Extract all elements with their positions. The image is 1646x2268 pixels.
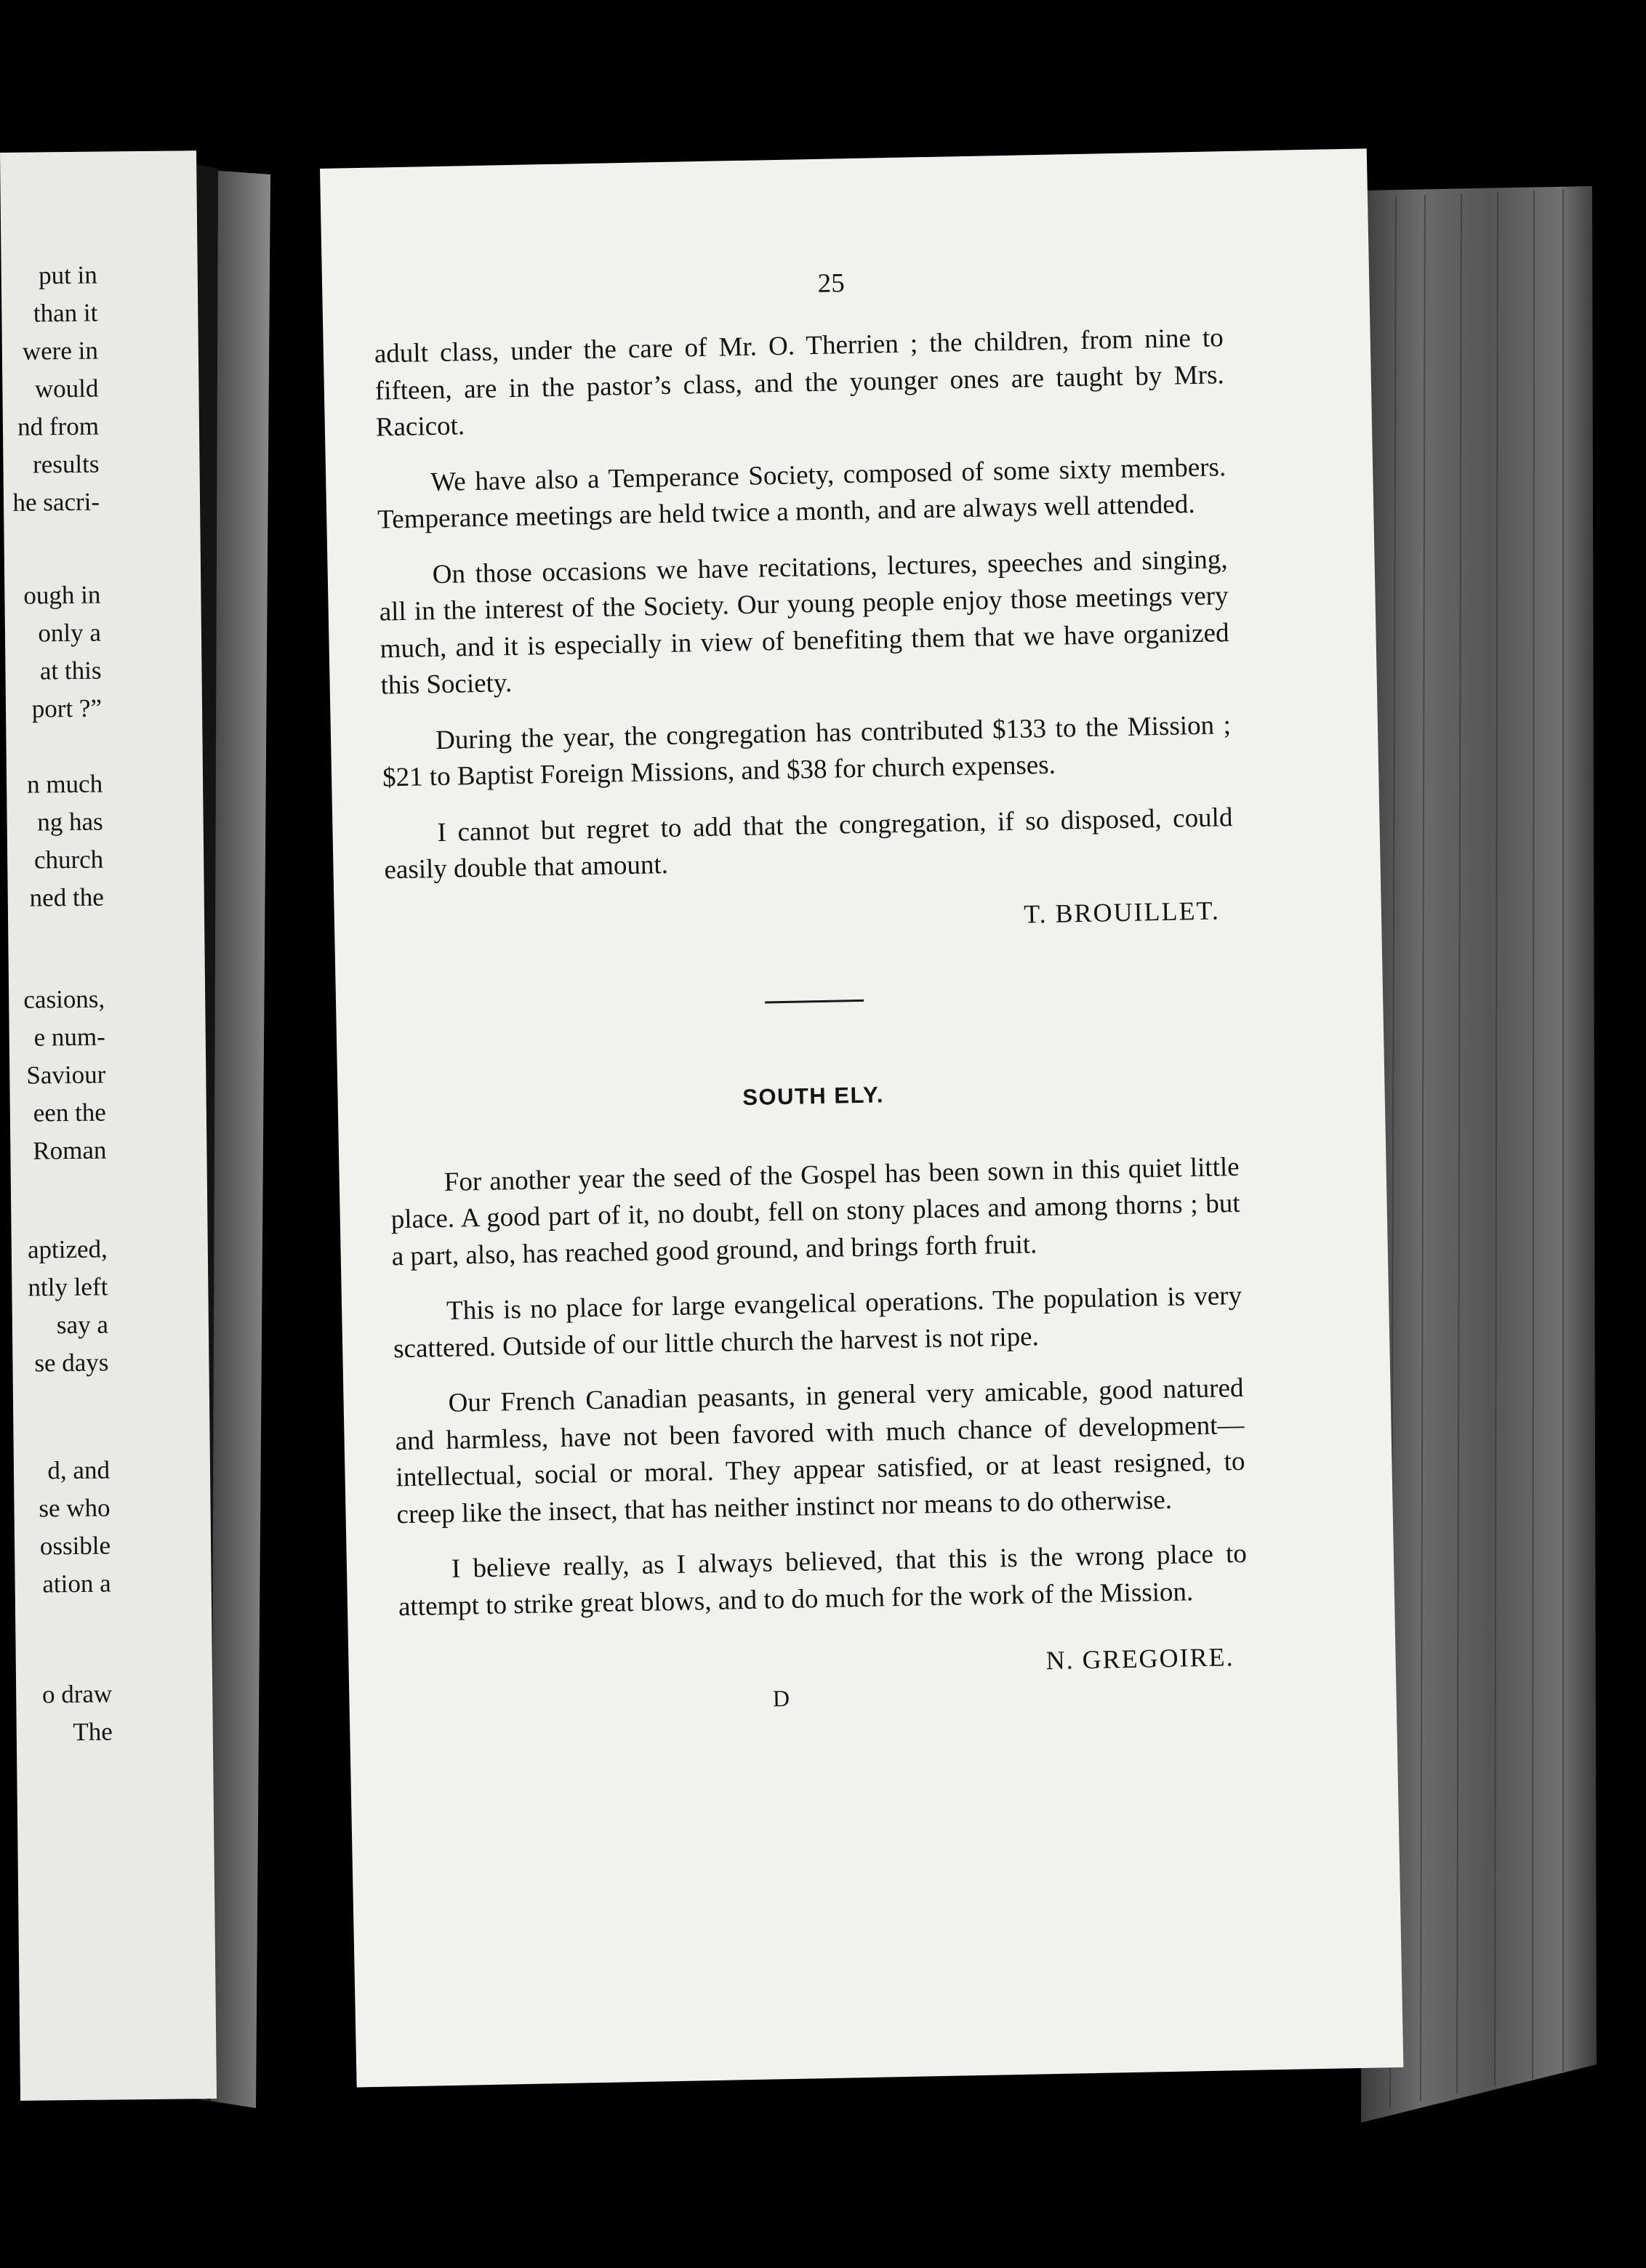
left-page-line: n much	[26, 769, 103, 799]
left-page-line: Saviour	[26, 1060, 106, 1090]
paragraph: During the year, the congregation has contributed $133 to the Mission ; $21 to Baptist Foreign Missions, and $38 for church expenses.	[382, 709, 1232, 793]
paragraph: I believe really, as I always believed, that this is the wrong place to attempt to strike great blows, and to do much for the work of the Mission.	[398, 1538, 1248, 1622]
signature: N. GREGOIRE.	[1045, 1642, 1234, 1676]
left-page-line: casions,	[23, 984, 105, 1014]
left-page-line: ossible	[39, 1531, 111, 1561]
left-page-line: put in	[38, 260, 97, 290]
section-south-ely	[388, 1070, 1250, 1724]
page-body	[374, 320, 1249, 1724]
paragraph: Our French Canadian peasants, in general very amicable, good natured and harmless, have not been favored with much chance of development—intellectual, social or moral. They appear satisfied, or at least resigned, to creep like the insect, that has neither instinct nor means to do otherwise.	[395, 1372, 1245, 1529]
document-page	[320, 148, 1403, 2087]
left-page-line: say a	[56, 1310, 109, 1340]
paragraph: adult class, under the care of Mr. O. Therrien ; the children, from nine to fifteen, are in the pastor’s class, and the younger ones are taught by Mrs. Racicot.	[374, 323, 1225, 443]
left-page-line: se days	[34, 1348, 109, 1378]
signature: T. BROUILLET.	[1023, 895, 1221, 929]
left-page-line: o draw	[41, 1679, 113, 1709]
paragraph: I cannot but regret to add that the congregation, if so disposed, could easily double that amount.	[384, 802, 1233, 885]
left-page-line: ough in	[23, 580, 101, 610]
left-page-line: Roman	[33, 1135, 107, 1165]
left-page-line: d, and	[47, 1455, 111, 1485]
signature-mark: D	[772, 1684, 790, 1711]
left-page-line: ntly left	[28, 1272, 108, 1302]
left-page-line: ng has	[37, 807, 103, 837]
left-page-line: se who	[39, 1493, 111, 1523]
paragraph: For another year the seed of the Gospel has been sown in this quiet little place. A good part of it, no doubt, fell on stony places and among thorns ; but a part, also, has reached good ground, and brings forth fruit.	[390, 1151, 1240, 1271]
left-page-line: port ?”	[31, 693, 103, 723]
paragraph: This is no place for large evangelical operations. The population is very scattered. Outside of our little church the harvest is not ripe.	[393, 1280, 1242, 1364]
left-page-line: only a	[38, 618, 102, 648]
left-page-line: ned the	[29, 882, 104, 912]
left-page-line: than it	[33, 298, 98, 328]
page-number: 25	[817, 268, 846, 299]
section-heading: SOUTH ELY.	[742, 1082, 885, 1111]
left-page-line: een the	[33, 1098, 107, 1127]
left-page-line: were in	[22, 336, 99, 366]
left-page-line: ation a	[42, 1569, 111, 1599]
section-brouillet-report	[374, 320, 1234, 944]
left-page-line: would	[34, 374, 99, 403]
left-page-line: nd from	[17, 411, 100, 441]
left-page-line: The	[73, 1717, 113, 1747]
paragraph: We have also a Temperance Society, composed of some sixty members. Temperance meetings are held twice a month, and are always well attended.	[377, 451, 1227, 535]
section-divider	[765, 1000, 864, 1004]
paragraph: On those occasions we have recitations, lectures, speeches and singing, all in the interest of the Society. Our young people enjoy those meetings very much, and it is especially in view of benefiting them that we have organized this Society.	[379, 544, 1229, 701]
left-page-line: at this	[39, 656, 102, 685]
left-facing-page	[0, 150, 217, 2101]
left-page-line: he sacri-	[12, 487, 100, 517]
left-page-line: e num-	[33, 1022, 105, 1052]
left-page-line: church	[33, 845, 104, 874]
left-page-line: results	[32, 449, 100, 479]
left-page-line: aptized,	[27, 1234, 108, 1264]
